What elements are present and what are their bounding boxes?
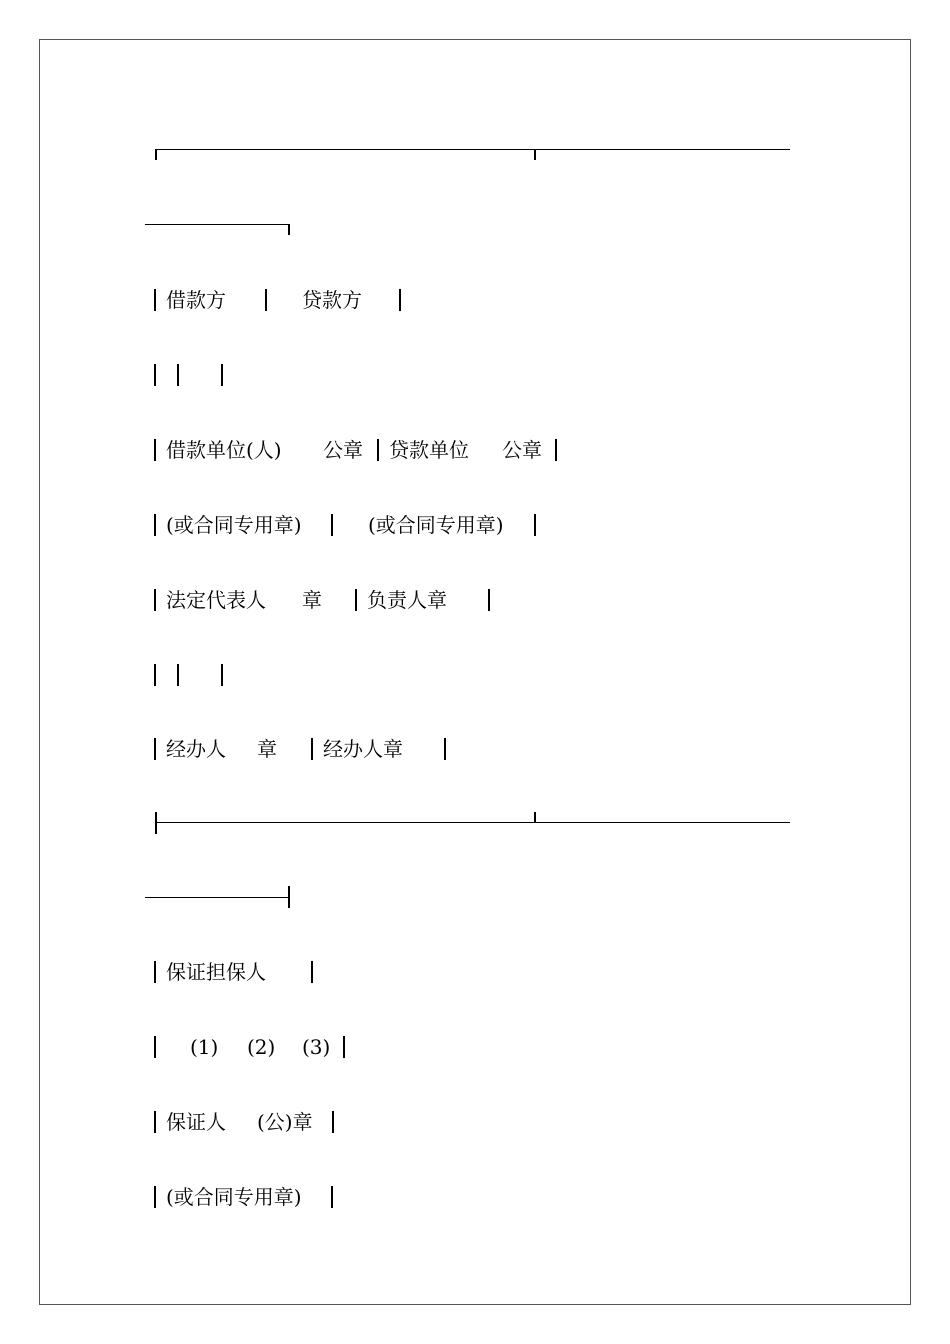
- table-row: [0, 1110, 950, 1134]
- borrower-handler-seal-label: 章: [257, 737, 277, 761]
- borrower-handler-label: 经办人: [166, 737, 226, 761]
- borrower-seal-label: 公章: [323, 438, 363, 462]
- table-row: [0, 960, 950, 984]
- person-in-charge-seal-label: 负责人章: [367, 588, 447, 612]
- borrower-unit-label: 借款单位(人): [166, 438, 282, 462]
- table-row: [0, 1185, 950, 1209]
- guarantor-number-3: (3): [302, 1035, 331, 1059]
- borrower-contract-seal-label: (或合同专用章): [166, 513, 302, 537]
- lender-handler-seal-label: 经办人章: [323, 737, 403, 761]
- guarantor-title: 保证担保人: [166, 960, 266, 984]
- guarantor-number-2: (2): [247, 1035, 276, 1059]
- guarantor-label: 保证人: [166, 1110, 226, 1134]
- guarantor-contract-seal-label: (或合同专用章): [166, 1185, 302, 1209]
- table-row: [0, 663, 950, 687]
- table-row: [0, 438, 950, 462]
- table-row: [0, 737, 950, 761]
- table-row: [0, 1035, 950, 1059]
- table-row: [0, 513, 950, 537]
- legal-representative-label: 法定代表人: [166, 588, 266, 612]
- guarantor-number-1: (1): [190, 1035, 219, 1059]
- table-row: [0, 288, 950, 312]
- legal-representative-seal-label: 章: [302, 588, 322, 612]
- lender-unit-label: 贷款单位: [389, 438, 469, 462]
- lender-contract-seal-label: (或合同专用章): [368, 513, 504, 537]
- borrower-label: 借款方: [166, 288, 226, 312]
- lender-label: 贷款方: [302, 288, 362, 312]
- guarantor-seal-label: (公)章: [257, 1110, 313, 1134]
- lender-seal-label: 公章: [502, 438, 542, 462]
- table-row: [0, 588, 950, 612]
- table-row: [0, 363, 950, 387]
